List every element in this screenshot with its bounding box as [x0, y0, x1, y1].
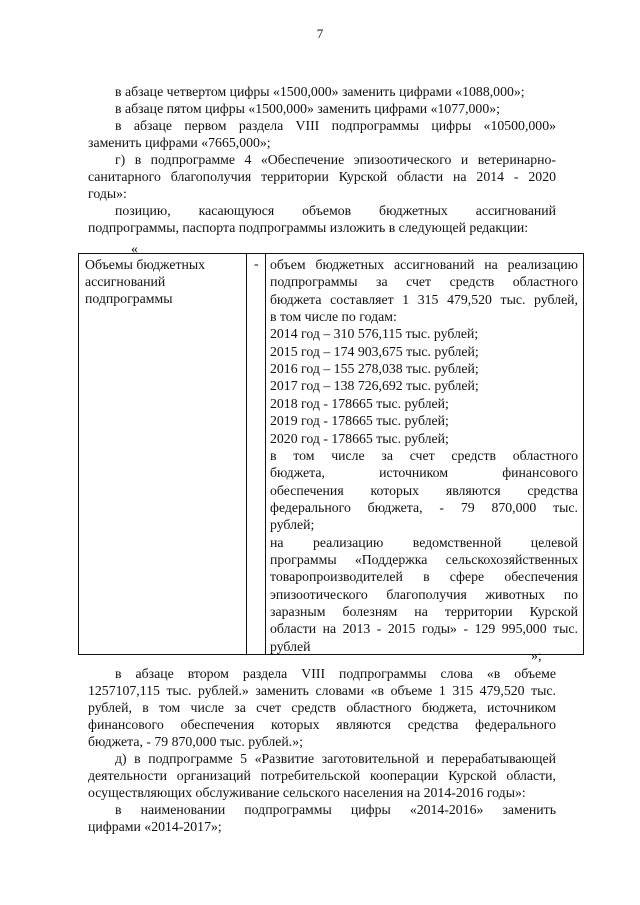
budget-table	[78, 253, 584, 655]
text-line: д) в подпрограмме 5 «Развитие заготовительной и перерабатывающей	[115, 751, 556, 766]
right-cell-line: бюджета составляет 1 315 479,520 тыс. рублей,	[270, 291, 578, 307]
right-cell-line: области на 2013 - 2015 годы» - 129 995,000 тыс.	[270, 621, 578, 637]
right-cell-line: заразным болезням на территории Курской	[270, 604, 578, 619]
text-line: в абзаце первом раздела VIII подпрограммы цифры «10500,000»	[115, 118, 556, 133]
text-line: деятельности организаций потребительской кооперации Курской области,	[88, 768, 556, 783]
text-line: подпрограммы, паспорта подпрограммы изложить в следующей редакции:	[88, 220, 529, 235]
text-line: в абзаце четвертом цифры «1500,000» заменить цифрами «1088,000»;	[115, 84, 525, 99]
right-cell-line: 2015 год – 174 903,675 тыс. рублей;	[270, 343, 479, 359]
text-line: 1257107,115 тыс. рублей.» заменить словами «в объеме 1 315 479,520 тыс.	[88, 683, 556, 698]
right-cell-line: рублей;	[270, 517, 315, 533]
closing-quote: »;	[531, 648, 542, 663]
right-cell-line: объем бюджетных ассигнований на реализацию	[270, 257, 578, 272]
text-line: в абзаце пятом цифры «1500,000» заменить цифрами «1077,000»;	[115, 101, 500, 116]
right-cell-line: в том числе за счет средств областного	[270, 447, 578, 463]
text-line: осуществляющих обслуживание сельского населения на 2014-2016 годы»:	[88, 785, 526, 800]
text-line: рублей, в том числе за счет средств областного бюджета, источником	[88, 700, 556, 715]
left-cell-line: подпрограммы	[85, 291, 173, 306]
left-cell-line: Объемы бюджетных	[85, 257, 206, 272]
right-cell-line: федерального бюджета, - 79 870,000 тыс.	[270, 499, 578, 515]
column-divider	[246, 254, 247, 654]
right-cell-line: 2017 год – 138 726,692 тыс. рублей;	[270, 378, 479, 394]
text-line: бюджета, - 79 870,000 тыс. рублей.»;	[88, 734, 303, 749]
right-cell-line: на реализацию ведомственной целевой	[270, 534, 578, 550]
right-cell-line: 2019 год - 178665 тыс. рублей;	[270, 413, 449, 429]
right-cell-line: рублей	[270, 638, 311, 654]
right-cell-line: 2020 год - 178665 тыс. рублей;	[270, 430, 449, 446]
right-cell-line: эпизоотического благополучия животных по	[270, 586, 578, 602]
text-line: в наименовании подпрограммы цифры «2014-2016» заменить	[115, 802, 556, 817]
column-divider	[265, 254, 266, 654]
right-cell-line: бюджета, источником финансового	[270, 465, 578, 481]
text-line: годы»:	[88, 186, 127, 201]
left-cell-line: ассигнований	[85, 274, 166, 289]
page-number: 7	[316, 26, 324, 41]
text-line: заменить цифрами «7665,000»;	[88, 135, 271, 150]
text-line: санитарного благополучия территории Курской области на 2014 - 2020	[88, 169, 556, 184]
text-line: г) в подпрограмме 4 «Обеспечение эпизоотического и ветеринарно-	[115, 152, 556, 167]
right-cell-line: товаропроизводителей в сфере обеспечения	[270, 569, 578, 585]
right-cell-line: 2014 год – 310 576,115 тыс. рублей;	[270, 326, 479, 342]
right-cell-line: в том числе по годам:	[270, 309, 397, 325]
right-cell-line: обеспечения которых являются средства	[270, 482, 578, 498]
right-cell-line: 2018 год - 178665 тыс. рублей;	[270, 395, 449, 411]
right-cell-line: программы «Поддержка сельскохозяйственных	[270, 551, 578, 567]
text-line: позицию, касающуюся объемов бюджетных ассигнований	[115, 203, 556, 218]
right-cell-line: 2016 год – 155 278,038 тыс. рублей;	[270, 361, 479, 377]
text-line: в абзаце втором раздела VIII подпрограммы слова «в объеме	[115, 666, 556, 681]
right-cell-line: подпрограммы за счет средств областного	[270, 274, 578, 290]
opening-quote: «	[131, 241, 138, 256]
text-line: финансового обеспечения которых являются средства федерального	[88, 717, 556, 732]
text-line: цифрами «2014-2017»;	[88, 819, 222, 834]
table-dash: -	[254, 256, 259, 271]
